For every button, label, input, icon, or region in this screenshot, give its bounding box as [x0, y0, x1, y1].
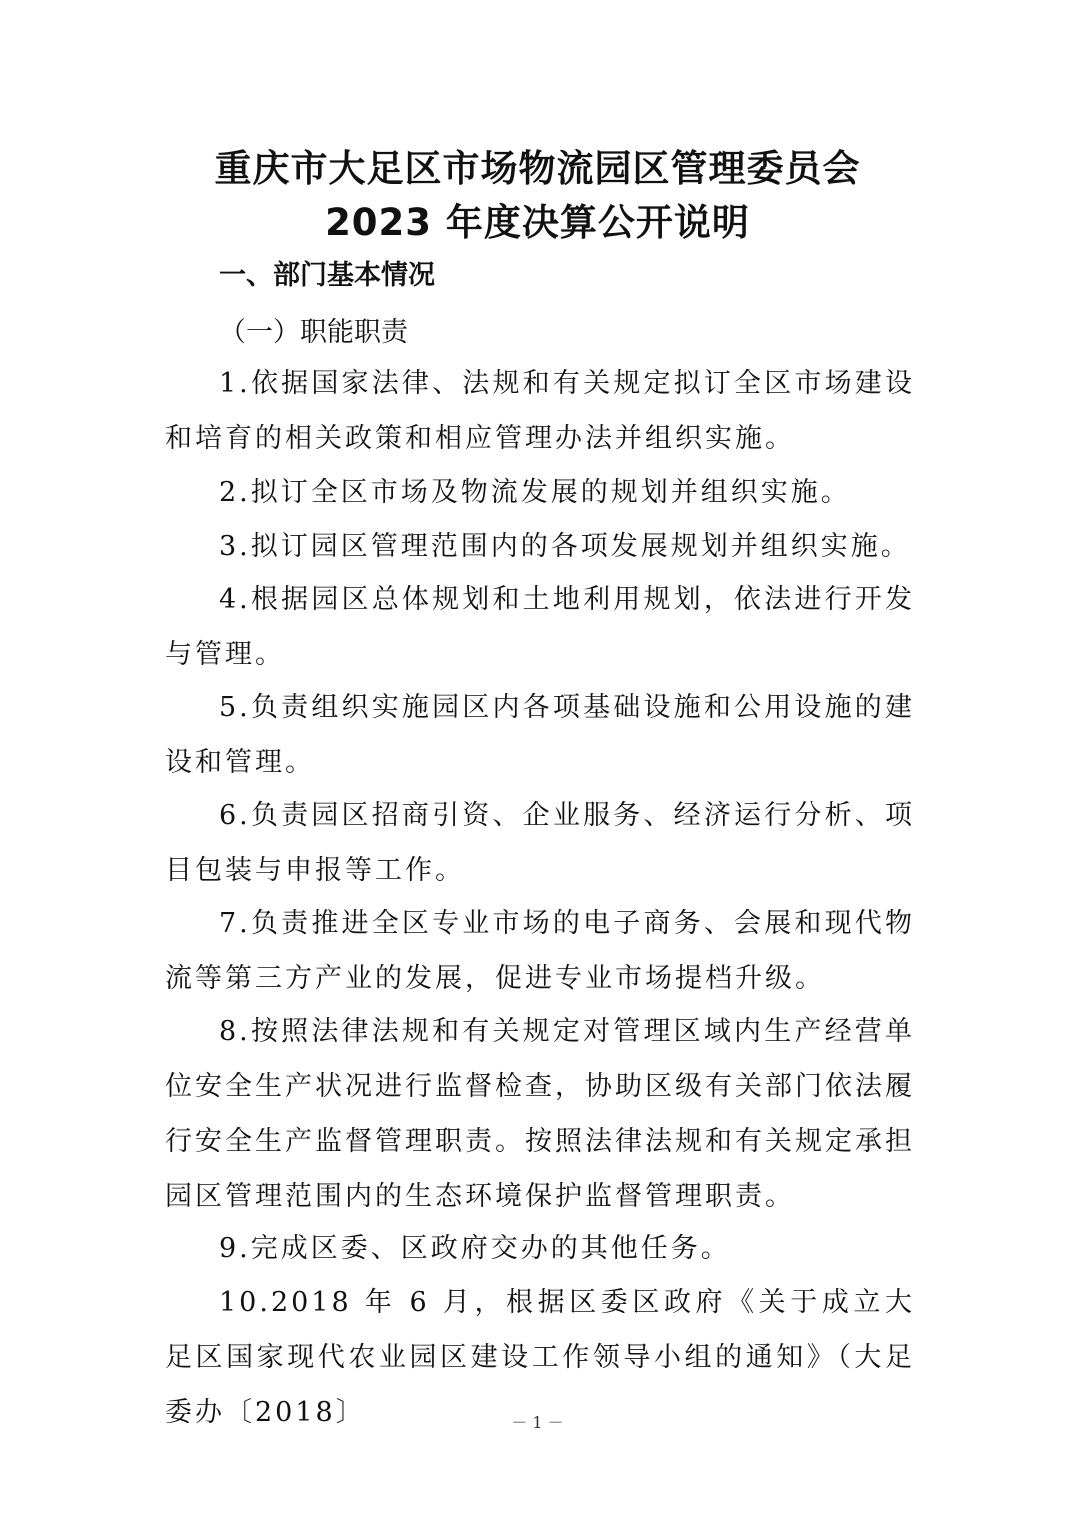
- paragraph-item-5: 5.负责组织实施园区内各项基础设施和公用设施的建设和管理。: [165, 692, 915, 778]
- paragraph-item-6: 6.负责园区招商引资、企业服务、经济运行分析、项目包装与申报等工作。: [165, 800, 915, 886]
- paragraph-item-8: 8.按照法律法规和有关规定对管理区域内生产经营单位安全生产状况进行监督检查，协助区级有关部门依法履行安全生产监督管理职责。按照法律法规和有关规定承担园区管理范围内的生态环境保护监督管理职责。: [165, 1016, 915, 1212]
- paragraph-item-4: 4.根据园区总体规划和土地利用规划，依法进行开发与管理。: [165, 584, 915, 670]
- paragraph-item-10: 10.2018 年 6 月，根据区委区政府《关于成立大足区国家现代农业园区建设工作领导小组的通知》（大足委办〔2018〕: [165, 1287, 915, 1428]
- document-title-line2: 2023 年度决算公开说明: [325, 201, 750, 244]
- paragraph-item-9: 9.完成区委、区政府交办的其他任务。: [219, 1233, 731, 1264]
- section-heading: 一、部门基本情况: [219, 260, 435, 291]
- paragraph-item-7: 7.负责推进全区专业市场的电子商务、会展和现代物流等第三方产业的发展，促进专业市场提档升级。: [165, 908, 915, 994]
- page-number: － 1 －: [511, 1413, 564, 1432]
- section-subheading: （一）职能职责: [219, 317, 408, 348]
- paragraph-item-3: 3.拟订园区管理范围内的各项发展规划并组织实施。: [219, 531, 911, 562]
- document-title-line1: 重庆市大足区市场物流园区管理委员会: [214, 147, 861, 190]
- paragraph-item-1: 1.依据国家法律、法规和有关规定拟订全区市场建设和培育的相关政策和相应管理办法并组织实施。: [165, 368, 915, 454]
- paragraph-item-2: 2.拟订全区市场及物流发展的规划并组织实施。: [219, 477, 851, 508]
